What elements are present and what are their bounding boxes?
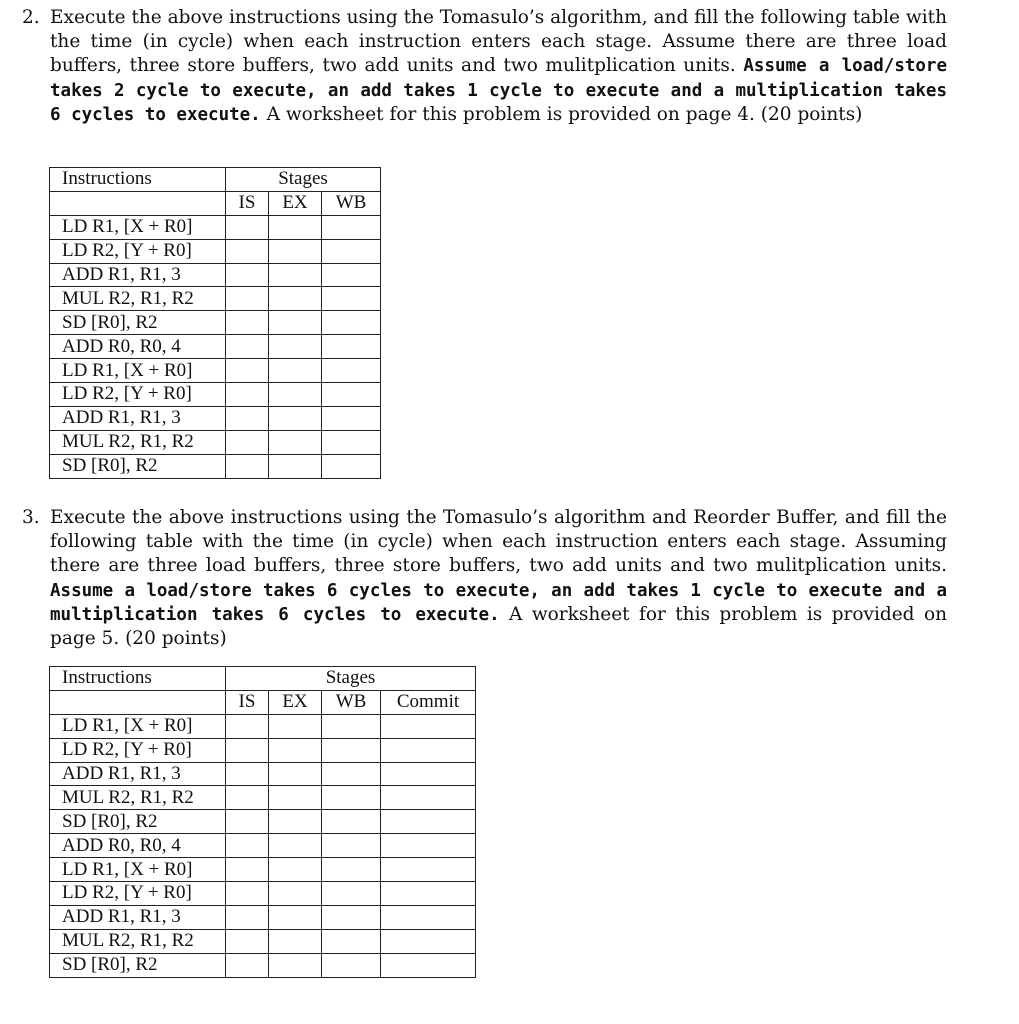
wb-cell[interactable] bbox=[322, 430, 381, 454]
problem-2-text-2: A worksheet for this problem is provided on page 4. (20 points) bbox=[266, 103, 863, 125]
is-cell[interactable] bbox=[226, 454, 269, 478]
wb-cell[interactable] bbox=[322, 929, 381, 953]
ex-cell[interactable] bbox=[269, 239, 322, 263]
ex-cell[interactable] bbox=[269, 359, 322, 383]
instruction-cell: LD R2, [Y + R0] bbox=[50, 882, 226, 906]
table-row bbox=[50, 905, 476, 929]
instruction-cell: MUL R2, R1, R2 bbox=[50, 287, 226, 311]
instruction-cell: SD [R0], R2 bbox=[50, 953, 226, 977]
table-row bbox=[50, 714, 476, 738]
table-header-row bbox=[50, 168, 381, 192]
wb-cell[interactable] bbox=[322, 834, 381, 858]
commit-cell[interactable] bbox=[381, 905, 476, 929]
is-cell[interactable] bbox=[226, 810, 269, 834]
is-cell[interactable] bbox=[226, 905, 269, 929]
problem-2-bold-assumption: Assume a load/store takes 2 cycle to execute, an add takes 1 cycle to execute and a multiplication takes 6 cycles to execute. bbox=[50, 56, 948, 125]
wb-cell[interactable] bbox=[322, 905, 381, 929]
commit-cell[interactable] bbox=[381, 738, 476, 762]
problem-3-text bbox=[50, 506, 947, 651]
is-cell[interactable] bbox=[226, 430, 269, 454]
column-wb: WB bbox=[322, 690, 381, 714]
instructions-header: Instructions bbox=[50, 168, 226, 192]
ex-cell[interactable] bbox=[269, 406, 322, 430]
commit-cell[interactable] bbox=[381, 786, 476, 810]
wb-cell[interactable] bbox=[322, 215, 381, 239]
is-cell[interactable] bbox=[226, 239, 269, 263]
instruction-cell: ADD R1, R1, 3 bbox=[50, 406, 226, 430]
ex-cell[interactable] bbox=[269, 383, 322, 407]
ex-cell[interactable] bbox=[269, 786, 322, 810]
is-cell[interactable] bbox=[226, 335, 269, 359]
instruction-cell: SD [R0], R2 bbox=[50, 311, 226, 335]
wb-cell[interactable] bbox=[322, 454, 381, 478]
instruction-cell: MUL R2, R1, R2 bbox=[50, 786, 226, 810]
wb-cell[interactable] bbox=[322, 882, 381, 906]
table-row bbox=[50, 239, 381, 263]
column-commit: Commit bbox=[381, 690, 476, 714]
wb-cell[interactable] bbox=[322, 335, 381, 359]
ex-cell[interactable] bbox=[269, 953, 322, 977]
problem-3-text-1: Execute the above instructions using the Tomasulo’s algorithm and Reorder Buffer, and fill the following table with the time (in cycle) when each instruction enters each stage. Assuming there are three load buffers, three store buffers, two add units and two mulitplication units. bbox=[50, 507, 947, 577]
commit-cell[interactable] bbox=[381, 882, 476, 906]
problem-3-bold-assumption: Assume a load/store takes 6 cycles to execute, an add takes 1 cycle to execute and a multiplication takes 6 cycles to execute. bbox=[50, 580, 947, 625]
table-row bbox=[50, 454, 381, 478]
ex-cell[interactable] bbox=[269, 311, 322, 335]
column-wb: WB bbox=[322, 191, 381, 215]
problem-2-table bbox=[49, 167, 381, 479]
wb-cell[interactable] bbox=[322, 359, 381, 383]
problem-3-text-2: A worksheet for this problem is provided on page 5. (20 points) bbox=[50, 603, 947, 650]
wb-cell[interactable] bbox=[322, 239, 381, 263]
instructions-blank-cell bbox=[50, 690, 226, 714]
problem-3-table bbox=[49, 666, 476, 978]
instruction-cell: LD R2, [Y + R0] bbox=[50, 239, 226, 263]
table-row bbox=[50, 263, 381, 287]
stages-header: Stages bbox=[226, 667, 476, 691]
wb-cell[interactable] bbox=[322, 287, 381, 311]
is-cell[interactable] bbox=[226, 786, 269, 810]
table-row bbox=[50, 383, 381, 407]
wb-cell[interactable] bbox=[322, 383, 381, 407]
is-cell[interactable] bbox=[226, 953, 269, 977]
column-ex: EX bbox=[269, 690, 322, 714]
table-row bbox=[50, 786, 476, 810]
is-cell[interactable] bbox=[226, 762, 269, 786]
commit-cell[interactable] bbox=[381, 929, 476, 953]
ex-cell[interactable] bbox=[269, 858, 322, 882]
table-row bbox=[50, 335, 381, 359]
wb-cell[interactable] bbox=[322, 311, 381, 335]
instruction-cell: LD R1, [X + R0] bbox=[50, 714, 226, 738]
ex-cell[interactable] bbox=[269, 738, 322, 762]
table-row bbox=[50, 430, 381, 454]
wb-cell[interactable] bbox=[322, 810, 381, 834]
instruction-cell: ADD R0, R0, 4 bbox=[50, 335, 226, 359]
ex-cell[interactable] bbox=[269, 430, 322, 454]
ex-cell[interactable] bbox=[269, 929, 322, 953]
instruction-cell: LD R1, [X + R0] bbox=[50, 215, 226, 239]
ex-cell[interactable] bbox=[269, 714, 322, 738]
wb-cell[interactable] bbox=[322, 263, 381, 287]
ex-cell[interactable] bbox=[269, 762, 322, 786]
instruction-cell: ADD R0, R0, 4 bbox=[50, 834, 226, 858]
is-cell[interactable] bbox=[226, 383, 269, 407]
instruction-cell: ADD R1, R1, 3 bbox=[50, 905, 226, 929]
instruction-cell: LD R2, [Y + R0] bbox=[50, 738, 226, 762]
wb-cell[interactable] bbox=[322, 786, 381, 810]
wb-cell[interactable] bbox=[322, 714, 381, 738]
ex-cell[interactable] bbox=[269, 287, 322, 311]
table-row bbox=[50, 929, 476, 953]
instruction-cell: MUL R2, R1, R2 bbox=[50, 430, 226, 454]
table-row bbox=[50, 810, 476, 834]
ex-cell[interactable] bbox=[269, 454, 322, 478]
instruction-cell: SD [R0], R2 bbox=[50, 454, 226, 478]
is-cell[interactable] bbox=[226, 359, 269, 383]
commit-cell[interactable] bbox=[381, 858, 476, 882]
table-row bbox=[50, 359, 381, 383]
table-header-row bbox=[50, 667, 476, 691]
commit-cell[interactable] bbox=[381, 834, 476, 858]
problem-2 bbox=[22, 6, 947, 127]
ex-cell[interactable] bbox=[269, 263, 322, 287]
is-cell[interactable] bbox=[226, 287, 269, 311]
table-row bbox=[50, 311, 381, 335]
ex-cell[interactable] bbox=[269, 882, 322, 906]
ex-cell[interactable] bbox=[269, 335, 322, 359]
table-row bbox=[50, 834, 476, 858]
problem-3-number: 3. bbox=[22, 507, 40, 528]
instruction-cell: MUL R2, R1, R2 bbox=[50, 929, 226, 953]
table-row bbox=[50, 287, 381, 311]
wb-cell[interactable] bbox=[322, 953, 381, 977]
problem-2-text bbox=[50, 6, 947, 127]
is-cell[interactable] bbox=[226, 406, 269, 430]
commit-cell[interactable] bbox=[381, 762, 476, 786]
instruction-cell: SD [R0], R2 bbox=[50, 810, 226, 834]
wb-cell[interactable] bbox=[322, 406, 381, 430]
ex-cell[interactable] bbox=[269, 810, 322, 834]
table-row bbox=[50, 882, 476, 906]
ex-cell[interactable] bbox=[269, 215, 322, 239]
table-row bbox=[50, 215, 381, 239]
table-row bbox=[50, 762, 476, 786]
table-subheader-row bbox=[50, 690, 476, 714]
instructions-header: Instructions bbox=[50, 667, 226, 691]
commit-cell[interactable] bbox=[381, 714, 476, 738]
instruction-cell: LD R2, [Y + R0] bbox=[50, 383, 226, 407]
is-cell[interactable] bbox=[226, 834, 269, 858]
ex-cell[interactable] bbox=[269, 905, 322, 929]
wb-cell[interactable] bbox=[322, 858, 381, 882]
instruction-cell: LD R1, [X + R0] bbox=[50, 359, 226, 383]
commit-cell[interactable] bbox=[381, 810, 476, 834]
table-row bbox=[50, 406, 381, 430]
wb-cell[interactable] bbox=[322, 738, 381, 762]
instruction-cell: ADD R1, R1, 3 bbox=[50, 263, 226, 287]
instructions-blank-cell bbox=[50, 191, 226, 215]
table-row bbox=[50, 953, 476, 977]
is-cell[interactable] bbox=[226, 858, 269, 882]
is-cell[interactable] bbox=[226, 929, 269, 953]
instruction-cell: ADD R1, R1, 3 bbox=[50, 762, 226, 786]
table-row bbox=[50, 858, 476, 882]
commit-cell[interactable] bbox=[381, 953, 476, 977]
problem-2-number: 2. bbox=[22, 7, 40, 28]
table-row bbox=[50, 738, 476, 762]
instruction-cell: LD R1, [X + R0] bbox=[50, 858, 226, 882]
column-ex: EX bbox=[269, 191, 322, 215]
column-is: IS bbox=[226, 690, 269, 714]
ex-cell[interactable] bbox=[269, 834, 322, 858]
problem-3 bbox=[22, 506, 947, 651]
is-cell[interactable] bbox=[226, 738, 269, 762]
table-subheader-row bbox=[50, 191, 381, 215]
is-cell[interactable] bbox=[226, 263, 269, 287]
column-is: IS bbox=[226, 191, 269, 215]
problem-2-text-1: Execute the above instructions using the Tomasulo’s algorithm, and fill the following table with the time (in cycle) when each instruction enters each stage. Assume there are three load buffers, three store buffers, two add units and two mulitplication units. bbox=[50, 7, 947, 77]
wb-cell[interactable] bbox=[322, 762, 381, 786]
is-cell[interactable] bbox=[226, 215, 269, 239]
is-cell[interactable] bbox=[226, 311, 269, 335]
is-cell[interactable] bbox=[226, 882, 269, 906]
is-cell[interactable] bbox=[226, 714, 269, 738]
stages-header: Stages bbox=[226, 168, 381, 192]
